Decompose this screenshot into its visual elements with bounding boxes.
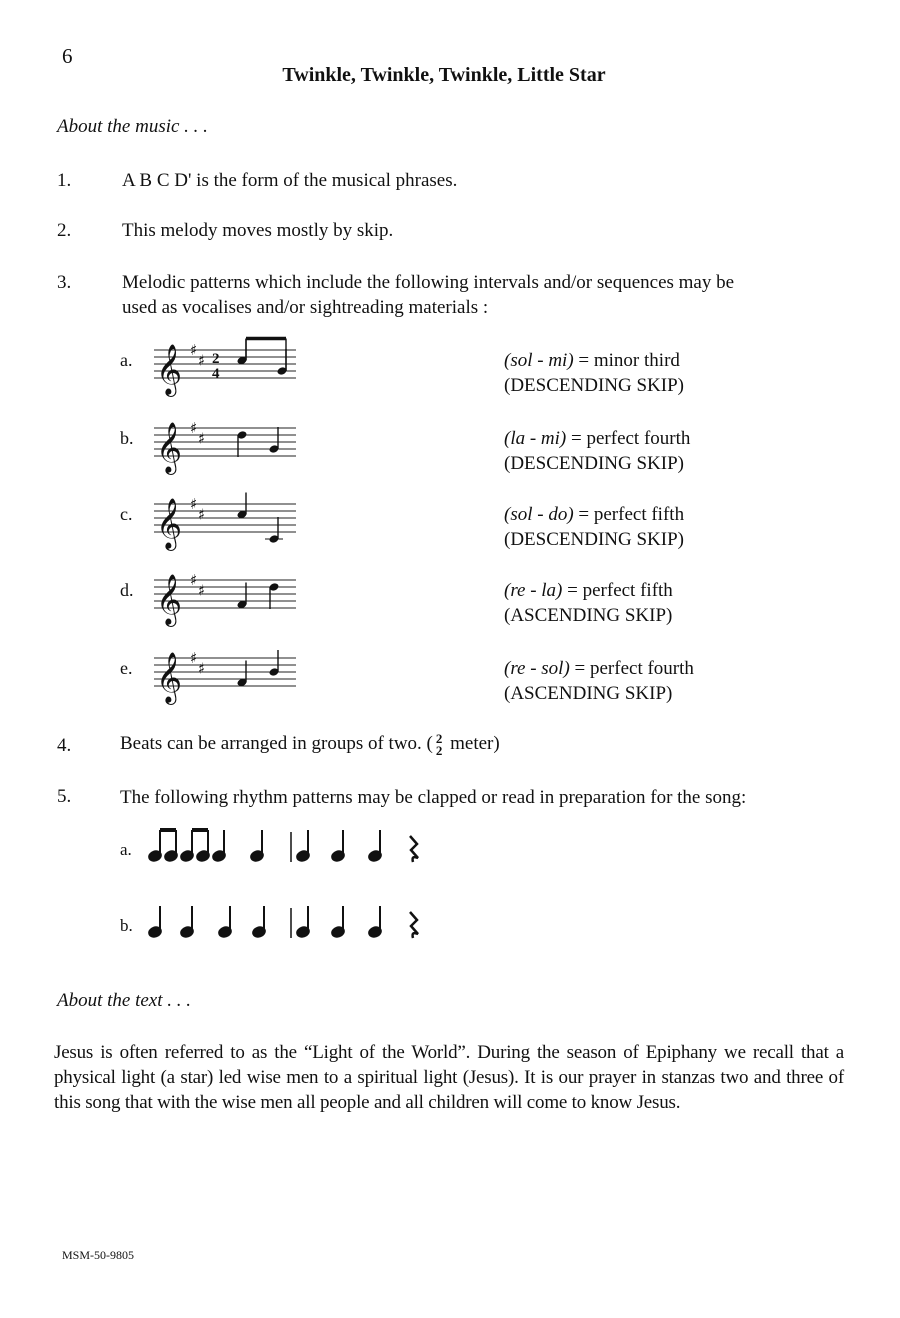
- treble-clef-icon: 𝄞: [156, 344, 183, 395]
- sharp-icon: ♯: [190, 341, 198, 359]
- solfege-syllables: (re - sol): [504, 658, 570, 679]
- pattern-label-b: b.: [120, 428, 134, 448]
- solfege-syllables: (sol - do): [504, 504, 574, 525]
- pattern-label-d: d.: [120, 580, 134, 600]
- about-music-heading: About the music . . .: [57, 116, 208, 137]
- item-3-number: 3.: [57, 272, 72, 293]
- item-4-text: [120, 731, 830, 757]
- time-signature-top: 2: [212, 351, 220, 367]
- sharp-icon: ♯: [190, 571, 198, 589]
- treble-clef-icon: 𝄞: [156, 574, 183, 625]
- about-text-heading: About the text . . .: [57, 990, 192, 1011]
- interval-direction: (DESCENDING SKIP): [504, 529, 684, 550]
- solfege-syllables: (re - la): [504, 580, 563, 601]
- interval-description-d: [504, 578, 673, 628]
- interval-direction: (DESCENDING SKIP): [504, 375, 684, 396]
- sharp-icon: ♯: [198, 505, 206, 524]
- page-title: Twinkle, Twinkle, Twinkle, Little Star: [282, 64, 606, 86]
- time-signature-bottom: 4: [212, 366, 220, 382]
- sharp-icon: ♯: [198, 351, 206, 370]
- staff-pattern-c: [150, 490, 300, 552]
- pattern-label-a: a.: [120, 350, 133, 370]
- rhythm-label-a: a.: [120, 840, 132, 859]
- treble-clef-icon: 𝄞: [156, 652, 183, 703]
- solfege-syllables: (sol - mi): [504, 350, 574, 371]
- interval-direction: (ASCENDING SKIP): [504, 683, 673, 704]
- item-4-number: 4.: [57, 735, 72, 756]
- staff-pattern-a: [150, 336, 300, 398]
- item-3-text-line2: used as vocalises and/or sightreading materials :: [122, 297, 489, 318]
- item-5-number: 5.: [57, 786, 72, 807]
- interval-quality: = perfect fourth: [569, 658, 694, 679]
- interval-quality: = perfect fifth: [573, 504, 685, 525]
- interval-name: [504, 656, 694, 681]
- sharp-icon: ♯: [198, 429, 206, 448]
- interval-name: [504, 426, 690, 451]
- about-text-paragraph: Jesus is often referred to as the “Light of the World”. During the season of Epiphany we recall that a physical light (a star) led wise men to a spiritual light (Jesus). It is our prayer in stanzas two and three of this song that with the wise men all people and all children will come to know Jesus.: [54, 1042, 844, 1113]
- sharp-icon: ♯: [198, 581, 206, 600]
- sharp-icon: ♯: [190, 495, 198, 513]
- item-2-text: This melody moves mostly by skip.: [122, 220, 394, 241]
- meter-top: 2: [435, 730, 443, 746]
- item-1-number: 1.: [57, 170, 72, 191]
- staff-pattern-e: [150, 644, 300, 706]
- interval-description-e: [504, 656, 694, 706]
- interval-direction: (ASCENDING SKIP): [504, 605, 673, 626]
- staff-pattern-b: [150, 414, 300, 476]
- item-2-number: 2.: [57, 220, 72, 241]
- sharp-icon: ♯: [190, 419, 198, 437]
- item-5-text: The following rhythm patterns may be clapped or read in preparation for the song:: [120, 787, 747, 808]
- page-number: 6: [62, 44, 73, 68]
- rhythm-pattern-b: [145, 898, 435, 944]
- item-3-text-line1: Melodic patterns which include the following intervals and/or sequences may be: [122, 272, 735, 293]
- item-1-text: A B C D' is the form of the musical phrases.: [122, 170, 458, 191]
- interval-quality: = perfect fifth: [562, 580, 673, 601]
- pattern-label-c: c.: [120, 504, 133, 524]
- treble-clef-icon: 𝄞: [156, 498, 183, 549]
- item-4-text-after: meter): [445, 733, 500, 754]
- solfege-syllables: (la - mi): [504, 428, 567, 449]
- interval-description-c: [504, 502, 684, 552]
- pattern-label-e: e.: [120, 658, 133, 678]
- sharp-icon: ♯: [198, 659, 206, 678]
- meter-fraction: [435, 730, 443, 758]
- interval-name: [504, 578, 673, 603]
- sharp-icon: ♯: [190, 649, 198, 667]
- meter-bottom: 2: [435, 742, 443, 758]
- interval-name: [504, 348, 684, 373]
- interval-description-a: [504, 348, 684, 398]
- interval-description-b: [504, 426, 690, 476]
- rhythm-pattern-a: [145, 822, 435, 868]
- interval-quality: = minor third: [573, 350, 680, 371]
- interval-name: [504, 502, 684, 527]
- staff-pattern-d: [150, 566, 300, 628]
- item-4-text-before: Beats can be arranged in groups of two. (: [120, 733, 433, 754]
- item-3-text: [122, 270, 832, 320]
- treble-clef-icon: 𝄞: [156, 422, 183, 473]
- interval-quality: = perfect fourth: [566, 428, 691, 449]
- footer-code: MSM-50-9805: [62, 1248, 135, 1262]
- interval-direction: (DESCENDING SKIP): [504, 453, 684, 474]
- rhythm-label-b: b.: [120, 916, 133, 935]
